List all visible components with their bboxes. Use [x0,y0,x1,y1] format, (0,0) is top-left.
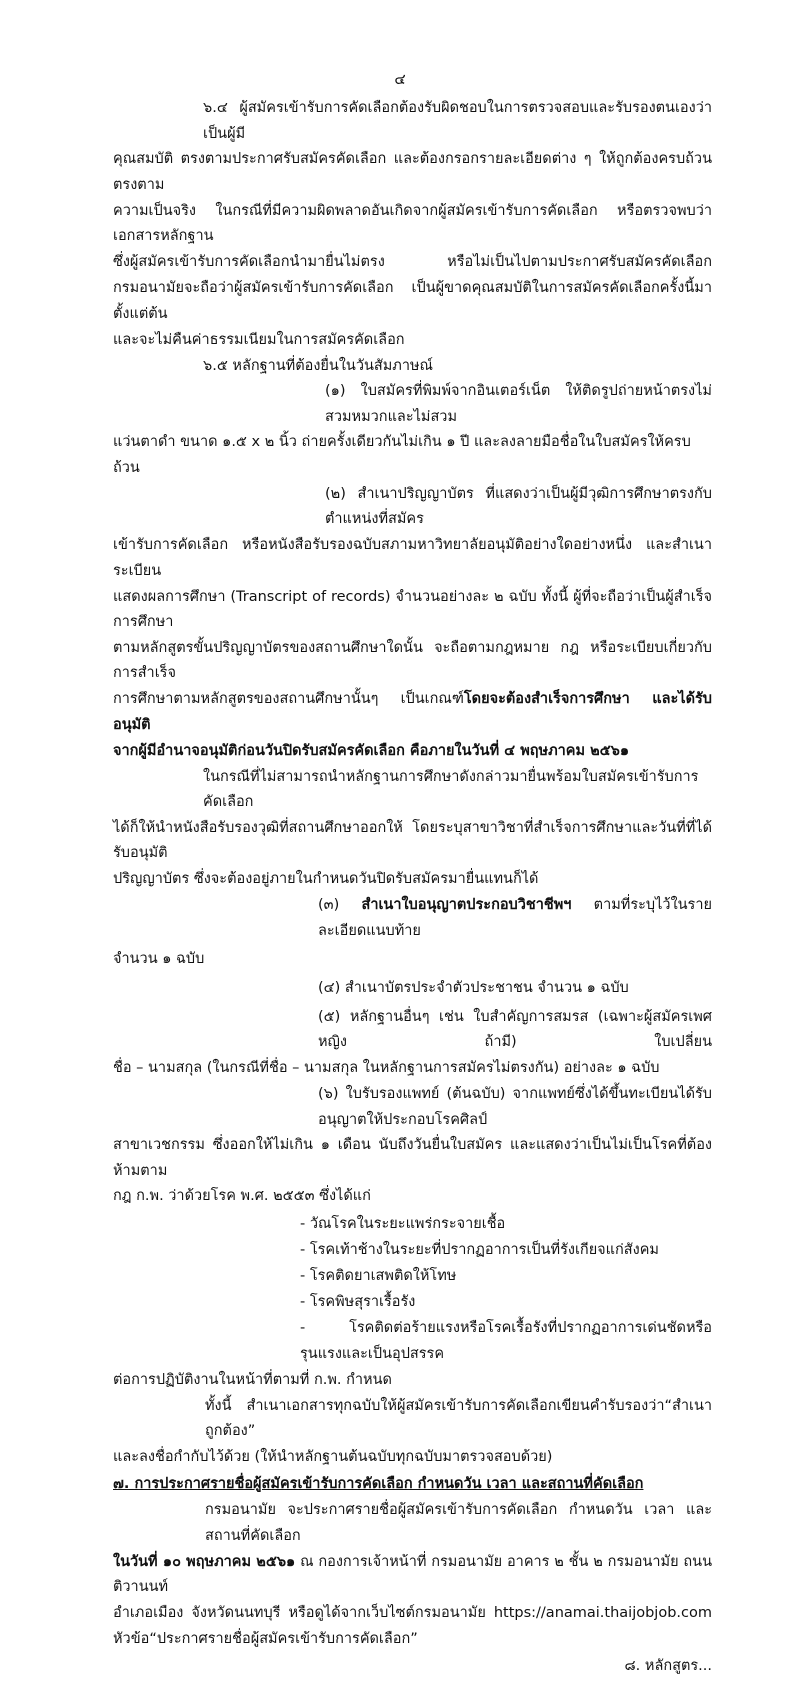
text-line [325,482,712,533]
text-segment: ตามหลักสูตรขั้นปริญญาบัตรของสถานศึกษาใดนั้น จะถือตามกฎหมาย กฎ หรือระเบียบเกี่ยวกับการสำเร็จ [113,639,712,682]
emphasized-text: จากผู้มีอำนาจอนุมัติก่อนวันปิดรับสมัครคัดเลือก คือภายในวันที่ ๔ พฤษภาคม ๒๕๖๑ [113,742,630,759]
text-line [113,1184,712,1210]
text-segment: ๖.๔ ผู้สมัครเข้ารับการคัดเลือกต้องรับผิดชอบในการตรวจสอบและรับรองตนเองว่าเป็นผู้มี [203,100,712,142]
section-heading [113,1472,712,1498]
text-line [300,1316,712,1367]
text-segment: ซึ่งผู้สมัครเข้ารับการคัดเลือกนำมายื่นไม่ตรง หรือไม่เป็นไปตามประกาศรับสมัครคัดเลือก [113,254,712,271]
text-segment: อำเภอเมือง จังหวัดนนทบุรี หรือดูได้จากเว็บไซต์กรมอนามัย https://anamai.thaijobjob.com [113,1605,712,1622]
text-line [300,1238,712,1264]
text-segment: ตามที่ระบุไว้ในรายละเอียดแนบท้าย [318,897,712,939]
text-segment: แสดงผลการศึกษา (Transcript of records) จำนวนอย่างละ ๒ ฉบับ ทั้งนี้ ผู้ที่จะถือว่าเป็นผู้สำเร็จการศึกษา [113,588,712,631]
text-line [113,328,712,354]
text-segment: ๖.๕ หลักฐานที่ต้องยื่นในวันสัมภาษณ์ [203,357,434,374]
text-segment: (๖) ใบรับรองแพทย์ (ต้นฉบับ) จากแพทย์ซึ่งได้ขึ้นทะเบียนได้รับอนุญาตให้ประกอบโรคศิลป์ [318,1086,712,1128]
text-segment: - วัณโรคในระยะแพร่กระจายเชื้อ [300,1216,506,1233]
text-line [300,1212,712,1238]
text-segment: (๕) หลักฐานอื่นๆ เช่น ใบสำคัญการสมรส (เฉพาะผู้สมัครเพศหญิง ถ้ามี) ใบเปลี่ยน [318,1008,712,1051]
text-segment: ปริญญาบัตร ซึ่งจะต้องอยู่ภายในกำหนดวันปิดรับสมัครมายื่นแทนก็ได้ [113,871,539,888]
text-line [113,585,712,636]
text-line [205,1394,712,1445]
text-segment: กรมอนามัย จะประกาศรายชื่อผู้สมัครเข้ารับการคัดเลือก กำหนดวัน เวลา และสถานที่คัดเลือก [205,1502,712,1544]
text-line [318,893,712,944]
text-line [203,765,712,816]
text-segment: - โรคติดต่อร้ายแรงหรือโรคเรื้อรังที่ปรากฏอาการเด่นชัดหรือรุนแรงและเป็นอุปสรรค [300,1320,712,1362]
text-segment: และจะไม่คืนค่าธรรมเนียมในการสมัครคัดเลือก [113,331,405,348]
text-segment: การศึกษาตามหลักสูตรของสถานศึกษานั้นๆ เป็นเกณฑ์ [113,691,464,708]
text-segment: กฎ ก.พ. ว่าด้วยโรค พ.ศ. ๒๕๕๓ ซึ่งได้แก่ [113,1188,371,1205]
text-segment: ได้ก็ให้นำหนังสือรับรองวุฒิที่สถานศึกษาออกให้ โดยระบุสาขาวิชาที่สำเร็จการศึกษาและวันที่ที่ได้รับอนุมัติ [113,819,712,862]
text-segment: (๒) สำเนาปริญญาบัตร ที่แสดงว่าเป็นผู้มีวุฒิการศึกษาตรงกับตำแหน่งที่สมัคร [325,485,712,528]
text-line [113,1133,712,1184]
text-line [325,379,712,430]
text-segment: ในกรณีที่ไม่สามารถนำหลักฐานการศึกษาดังกล่าวมายื่นพร้อมใบสมัครเข้ารับการคัดเลือก [203,768,699,811]
text-line [300,1290,712,1316]
emphasized-text: สำเนาใบอนุญาตประกอบวิชาชีพฯ [361,897,572,914]
text-line [113,739,712,765]
text-segment: ความเป็นจริง ในกรณีที่มีความผิดพลาดอันเกิดจากผู้สมัครเข้ารับการคัดเลือก หรือตรวจพบว่าเอกสารหลักฐาน [113,202,712,245]
text-segment: - โรคติดยาเสพติดให้โทษ [300,1268,457,1285]
text-line [113,1627,712,1653]
text-line [318,976,712,1002]
text-line [113,430,712,481]
text-line [113,867,712,893]
text-line [113,687,712,738]
text-line [300,1264,712,1290]
text-line [113,199,712,250]
text-segment: จำนวน ๑ ฉบับ [113,950,205,967]
text-line [113,816,712,867]
text-segment: สาขาเวชกรรม ซึ่งออกให้ไม่เกิน ๑ เดือน นับถึงวันยื่นใบสมัคร และแสดงว่าเป็นไม่เป็นโรคที่ต้องห้ามตาม [113,1137,712,1179]
text-line [113,1550,712,1601]
emphasized-text: โดยจะต้องสำเร็จการศึกษา และได้รับอนุมัติ [113,691,712,733]
text-segment: (๓) [318,897,362,914]
text-line [113,147,712,198]
text-line [318,1082,712,1133]
text-segment: (๔) สำเนาบัตรประจำตัวประชาชน จำนวน ๑ ฉบับ [318,979,629,996]
text-line [113,1368,712,1394]
text-segment: - โรคเท้าช้างในระยะที่ปรากฏอาการเป็นที่รังเกียจแก่สังคม [300,1242,659,1259]
text-segment: แว่นตาดำ ขนาด ๑.๕ x ๒ นิ้ว ถ่ายครั้งเดียวกันไม่เกิน ๑ ปี และลงลายมือชื่อในใบสมัครให้ครบถ้วน [113,434,691,476]
text-line [203,96,712,147]
text-segment: กรมอนามัยจะถือว่าผู้สมัครเข้ารับการคัดเลือก เป็นผู้ขาดคุณสมบัติในการสมัครคัดเลือกครั้งนี้มาตั้งแต่ต้น [113,279,712,322]
text-segment: ต่อการปฏิบัติงานในหน้าที่ตามที่ ก.พ. กำหนด [113,1371,392,1388]
document-body [113,0,712,1699]
text-segment: (๑) ใบสมัครที่พิมพ์จากอินเตอร์เน็ต ให้ติดรูปถ่ายหน้าตรงไม่สวมหมวกและไม่สวม [325,383,712,425]
text-line [113,250,712,276]
text-segment: เข้ารับการคัดเลือก หรือหนังสือรับรองฉบับสภามหาวิทยาลัยอนุมัติอย่างใดอย่างหนึ่ง และสำเนาระเบียน [113,537,712,579]
text-line [113,1654,712,1680]
text-segment: และลงชื่อกำกับไว้ด้วย (ให้นำหลักฐานต้นฉบับทุกฉบับมาตรวจสอบด้วย) [113,1449,553,1466]
text-segment: - โรคพิษสุราเรื้อรัง [300,1294,416,1311]
text-line [113,1056,712,1082]
text-line [113,276,712,327]
text-segment: ๘. หลักสูตร... [624,1657,712,1674]
text-line [203,354,712,380]
text-line [113,636,712,687]
text-segment: ทั้งนี้ สำเนาเอกสารทุกฉบับให้ผู้สมัครเข้ารับการคัดเลือกเขียนคำรับรองว่า“สำเนาถูกต้อง” [205,1397,712,1440]
text-segment: คุณสมบัติ ตรงตามประกาศรับสมัครคัดเลือก และต้องกรอกรายละเอียดต่าง ๆ ให้ถูกต้องครบถ้วนตรงตาม [113,151,712,193]
text-line [113,947,712,973]
text-line [113,1445,712,1471]
text-line [113,1601,712,1627]
text-line [205,1498,712,1549]
text-line [318,1005,712,1056]
emphasized-text: ๗. การประกาศรายชื่อผู้สมัครเข้ารับการคัดเลือก กำหนดวัน เวลา และสถานที่คัดเลือก [113,1476,644,1493]
text-segment: หัวข้อ“ประกาศรายชื่อผู้สมัครเข้ารับการคัดเลือก” [113,1630,418,1647]
page-number: ๔ [394,70,406,88]
text-segment: ณ กองการเจ้าหน้าที่ กรมอนามัย อาคาร ๒ ชั้น ๒ กรมอนามัย ถนนติวานนท์ [113,1553,712,1596]
text-line [113,533,712,584]
emphasized-text: ในวันที่ ๑๐ พฤษภาคม ๒๕๖๑ [113,1553,296,1570]
text-segment: ชื่อ – นามสกุล (ในกรณีที่ชื่อ – นามสกุล ในหลักฐานการสมัครไม่ตรงกัน) อย่างละ ๑ ฉบับ [113,1060,660,1077]
